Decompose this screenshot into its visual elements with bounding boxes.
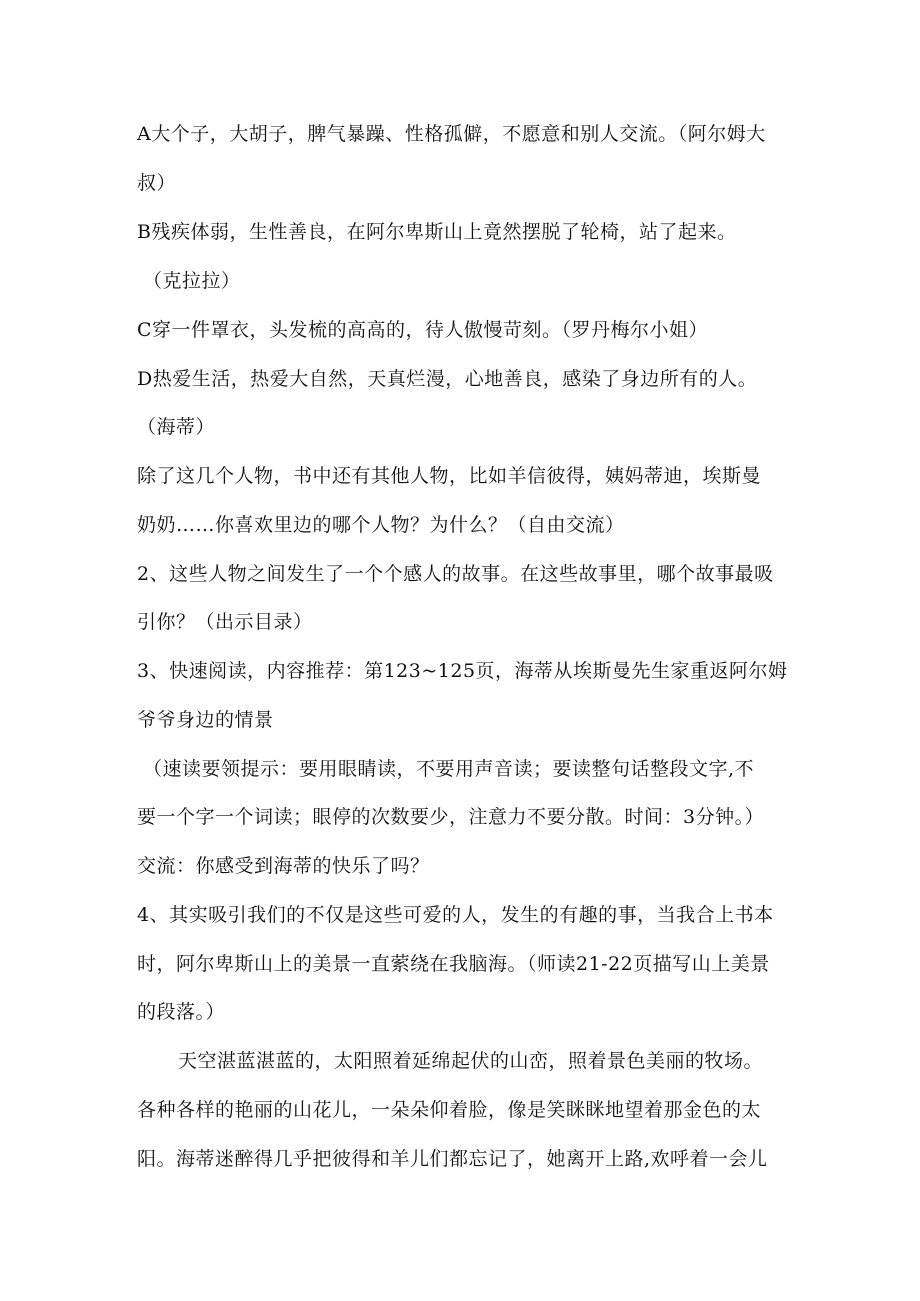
text-line: 4、其实吸引我们的不仅是这些可爱的人，发生的有趣的事，当我合上书本 xyxy=(137,904,774,926)
text-line: 除了这几个人物，书中还有其他人物，比如羊信彼得，姨妈蒂迪，埃斯曼 xyxy=(137,465,762,487)
text-line: 2、这些人物之间发生了一个个感人的故事。在这些故事里，哪个故事最吸 xyxy=(137,563,774,585)
text-line: B残疾体弱，生性善良，在阿尔卑斯山上竟然摆脱了轮椅，站了起来。 xyxy=(137,221,737,243)
text-line: 3、快速阅读，内容推荐：第123~125页，海蒂从埃斯曼先生家重返阿尔姆 xyxy=(137,660,788,682)
text-line: 叔） xyxy=(137,172,177,194)
text-line: 各种各样的艳丽的山花儿，一朵朵仰着脸，像是笑眯眯地望着那金色的太 xyxy=(137,1099,762,1121)
text-line: 天空湛蓝湛蓝的，太阳照着延绵起伏的山峦，照着景色美丽的牧场。 xyxy=(178,1050,764,1072)
text-line: 要一个字一个词读；眼停的次数要少，注意力不要分散。时间：3分钟。） xyxy=(137,806,765,828)
text-line: （速读要领提示：要用眼睛读，不要用声音读；要读整句话整段文字,不 xyxy=(143,758,755,780)
text-line: 交流：你感受到海蒂的快乐了吗？ xyxy=(137,855,430,877)
text-line: A大个子，大胡子，脾气暴躁、性格孤僻，不愿意和别人交流。（阿尔姆大 xyxy=(137,123,766,145)
text-line: 爷爷身边的情景 xyxy=(137,709,274,731)
text-line: （海蒂） xyxy=(137,416,216,438)
text-line: 奶奶……你喜欢里边的哪个人物？为什么？（自由交流） xyxy=(137,514,625,536)
text-line: （克拉拉） xyxy=(143,270,241,292)
text-line: 的段落。） xyxy=(137,1001,226,1023)
text-line: 引你？（出示目录） xyxy=(137,611,313,633)
text-line: 时，阿尔卑斯山上的美景一直萦绕在我脑海。（师读21-22页描写山上美景 xyxy=(137,953,770,975)
text-line: 阳。海蒂迷醉得几乎把彼得和羊儿们都忘记了，她离开上路,欢呼着一会儿 xyxy=(137,1148,768,1170)
text-line: C穿一件罩衣，头发梳的高高的，待人傲慢苛刻。（罗丹梅尔小姐） xyxy=(137,319,709,341)
text-line: D热爱生活，热爱大自然，天真烂漫，心地善良，感染了身边所有的人。 xyxy=(137,368,758,390)
